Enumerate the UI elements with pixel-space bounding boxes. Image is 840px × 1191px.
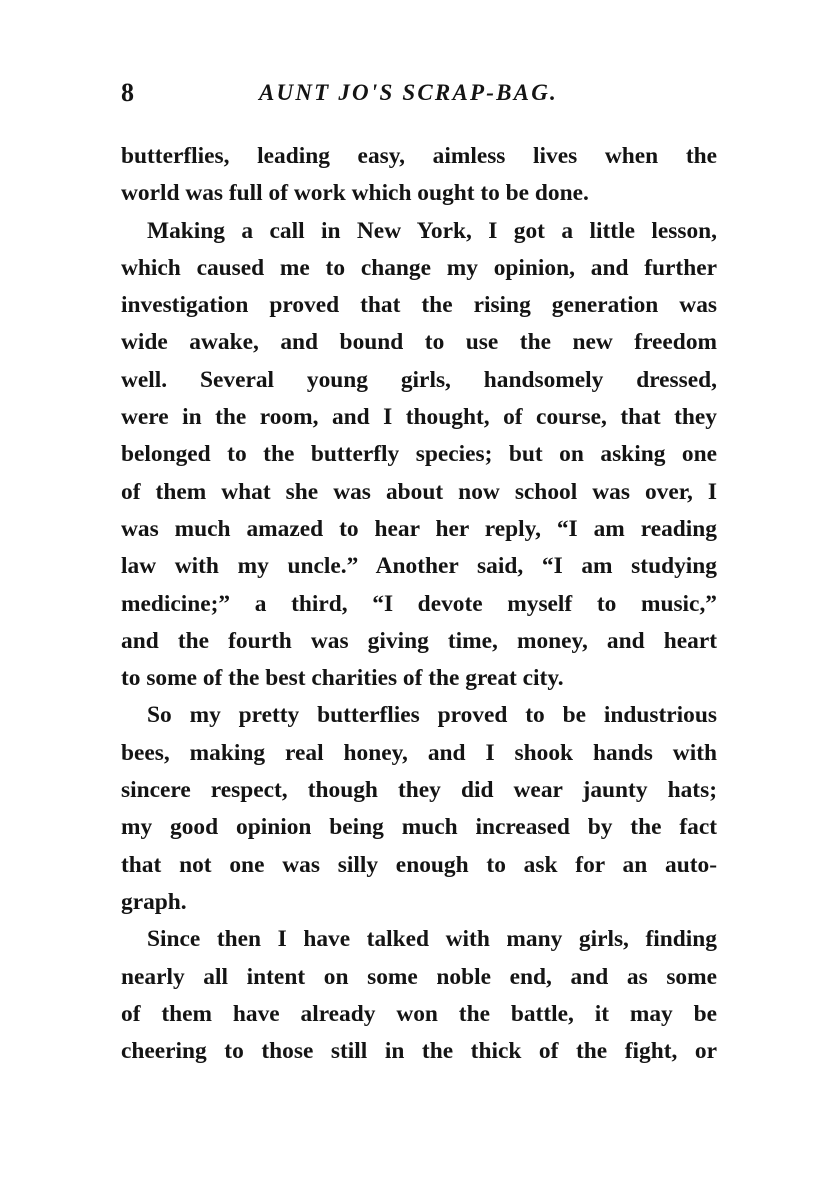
text-line: butterflies, leading easy, aimless lives when the: [121, 143, 717, 169]
text-line: Since then I have talked with many girls, finding: [147, 926, 717, 953]
text-line: medicine;” a third, “I devote myself to music,”: [121, 590, 717, 617]
paragraph-3: [121, 697, 717, 921]
text-line: law with my uncle.” Another said, “I am studying: [121, 553, 717, 580]
text-line: that not one was silly enough to ask for an auto-: [121, 851, 717, 878]
text-line: world was full of work which ought to be done.: [121, 180, 589, 207]
text-line: was much amazed to hear her reply, “I am reading: [121, 515, 717, 542]
text-line: my good opinion being much increased by the fact: [121, 814, 717, 841]
text-line: which caused me to change my opinion, and further: [121, 254, 717, 281]
text-line: sincere respect, though they did wear jaunty hats;: [121, 777, 717, 804]
paragraph-4: [121, 921, 717, 1070]
text-line: cheering to those still in the thick of the fight, or: [121, 1038, 717, 1065]
text-line: to some of the best charities of the great city.: [121, 665, 564, 692]
text-line: So my pretty butterflies proved to be industrious: [147, 702, 717, 729]
page-number: 8: [121, 78, 134, 107]
text-line: investigation proved that the rising generation was: [121, 292, 717, 319]
text-line: bees, making real honey, and I shook hands with: [121, 739, 717, 766]
text-line: were in the room, and I thought, of course, that they: [121, 404, 717, 431]
text-line: nearly all intent on some noble end, and as some: [121, 963, 717, 990]
text-line: wide awake, and bound to use the new freedom: [121, 329, 717, 356]
running-title: AUNT JO'S SCRAP-BAG.: [259, 80, 558, 105]
paragraph-1: [121, 138, 717, 213]
body-text: [121, 138, 717, 1070]
running-head: [121, 76, 717, 110]
text-line: of them what she was about now school was over, I: [121, 478, 717, 505]
text-line: Making a call in New York, I got a little lesson,: [147, 217, 717, 244]
text-line: belonged to the butterfly species; but on asking one: [121, 441, 717, 468]
text-line: of them have already won the battle, it may be: [121, 1000, 717, 1027]
text-line: well. Several young girls, handsomely dressed,: [121, 366, 717, 393]
text-line: graph.: [121, 888, 187, 915]
text-line: and the fourth was giving time, money, and heart: [121, 627, 717, 654]
paragraph-2: [121, 213, 717, 698]
